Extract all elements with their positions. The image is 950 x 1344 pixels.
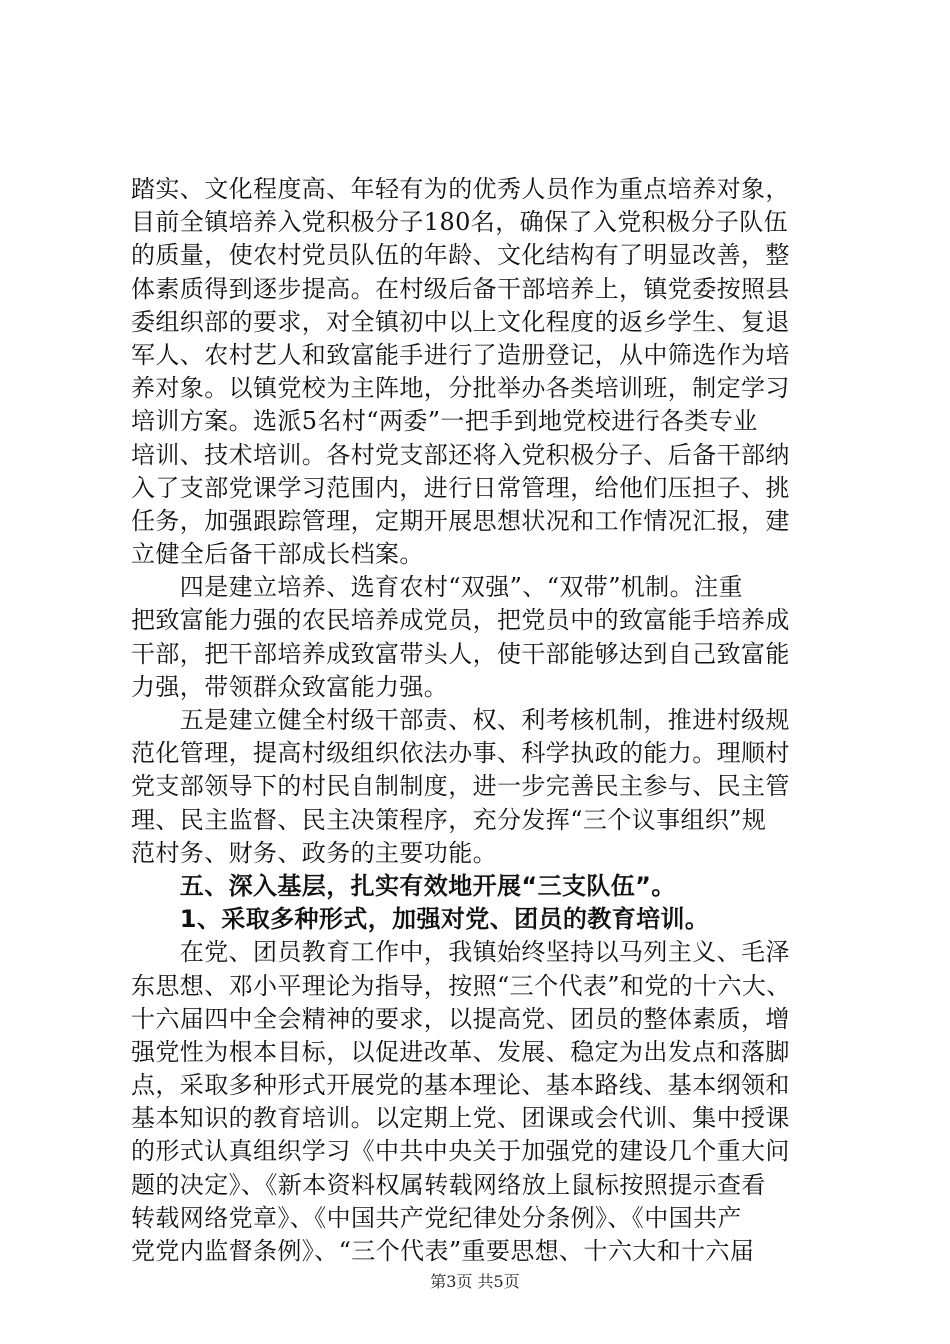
- body-text-line: 委组织部的要求，对全镇初中以上文化程度的返乡学生、复退: [131, 307, 790, 336]
- body-text-line: 干部，把干部培养成致富带头人，使干部能够达到自己致富能: [131, 639, 790, 668]
- body-text-line: 养对象。以镇党校为主阵地，分批举办各类培训班，制定学习: [131, 374, 790, 403]
- body-text-line: 东思想、邓小平理论为指导，按照“三个代表”和党的十六大、: [131, 971, 791, 1000]
- section-heading-line: 1、采取多种形式，加强对党、团员的教育培训。: [131, 905, 710, 934]
- body-text-line: 立健全后备干部成长档案。: [131, 540, 424, 569]
- body-text-line: 力强，带领群众致富能力强。: [131, 672, 449, 701]
- body-text-line: 基本知识的教育培训。以定期上党、团课或会代训、集中授课: [131, 1104, 790, 1133]
- body-text-line: 的形式认真组织学习《中共中央关于加强党的建设几个重大问: [131, 1137, 790, 1166]
- section-heading-line: 五、深入基层，扎实有效地开展“三支队伍”。: [131, 871, 676, 900]
- body-text-line: 体素质得到逐步提高。在村级后备干部培养上，镇党委按照县: [131, 274, 790, 303]
- body-text-line: 的质量，使农村党员队伍的年龄、文化结构有了明显改善，整: [131, 241, 790, 270]
- body-text-line: 理、民主监督、民主决策程序，充分发挥“三个议事组织”规: [131, 805, 767, 834]
- body-text-line: 四是建立培养、选育农村“双强”、“双带”机制。注重: [131, 573, 743, 602]
- body-text-line: 在党、团员教育工作中，我镇始终坚持以马列主义、毛泽: [131, 938, 790, 967]
- body-text-line: 强党性为根本目标，以促进改革、发展、稳定为出发点和落脚: [131, 1037, 790, 1066]
- body-text-line: 五是建立健全村级干部责、权、利考核机制，推进村级规: [131, 706, 790, 734]
- body-text-line: 十六届四中全会精神的要求，以提高党、团员的整体素质，增: [131, 1004, 790, 1033]
- body-text-line: 题的决定》、《新本资料权属转载网络放上鼠标按照提示查看: [131, 1170, 766, 1199]
- body-text-line: 范村务、财务、政务的主要功能。: [131, 838, 497, 867]
- body-text-line: 踏实、文化程度高、年轻有为的优秀人员作为重点培养对象，: [131, 175, 790, 203]
- body-text-line: 军人、农村艺人和致富能手进行了造册登记，从中筛选作为培: [131, 340, 790, 369]
- body-text-line: 培训方案。选派5名村“两委”一把手到地党校进行各类专业: [131, 407, 758, 436]
- body-text-line: 入了支部党课学习范围内，进行日常管理，给他们压担子、挑: [131, 473, 790, 502]
- body-text-line: 把致富能力强的农民培养成党员，把党员中的致富能手培养成: [131, 606, 790, 635]
- body-text-line: 党党内监督条例》、“三个代表”重要思想、十六大和十六届: [131, 1237, 755, 1265]
- body-text-line: 任务，加强跟踪管理，定期开展思想状况和工作情况汇报，建: [131, 506, 790, 535]
- body-text-line: 转载网络党章》、《中国共产党纪律处分条例》、《中国共产: [131, 1203, 742, 1232]
- body-text-line: 范化管理，提高村级组织依法办事、科学执政的能力。理顺村: [131, 739, 790, 768]
- body-text-line: 党支部领导下的村民自制制度，进一步完善民主参与、民主管: [131, 772, 790, 801]
- page-footer: 第3页 共5页: [430, 1272, 520, 1291]
- body-text-line: 点，采取多种形式开展党的基本理论、基本路线、基本纲领和: [131, 1071, 790, 1100]
- body-text-line: 目前全镇培养入党积极分子180名，确保了入党积极分子队伍: [131, 208, 789, 237]
- body-text-line: 培训、技术培训。各村党支部还将入党积极分子、后备干部纳: [131, 440, 790, 469]
- document-body: [131, 173, 831, 1268]
